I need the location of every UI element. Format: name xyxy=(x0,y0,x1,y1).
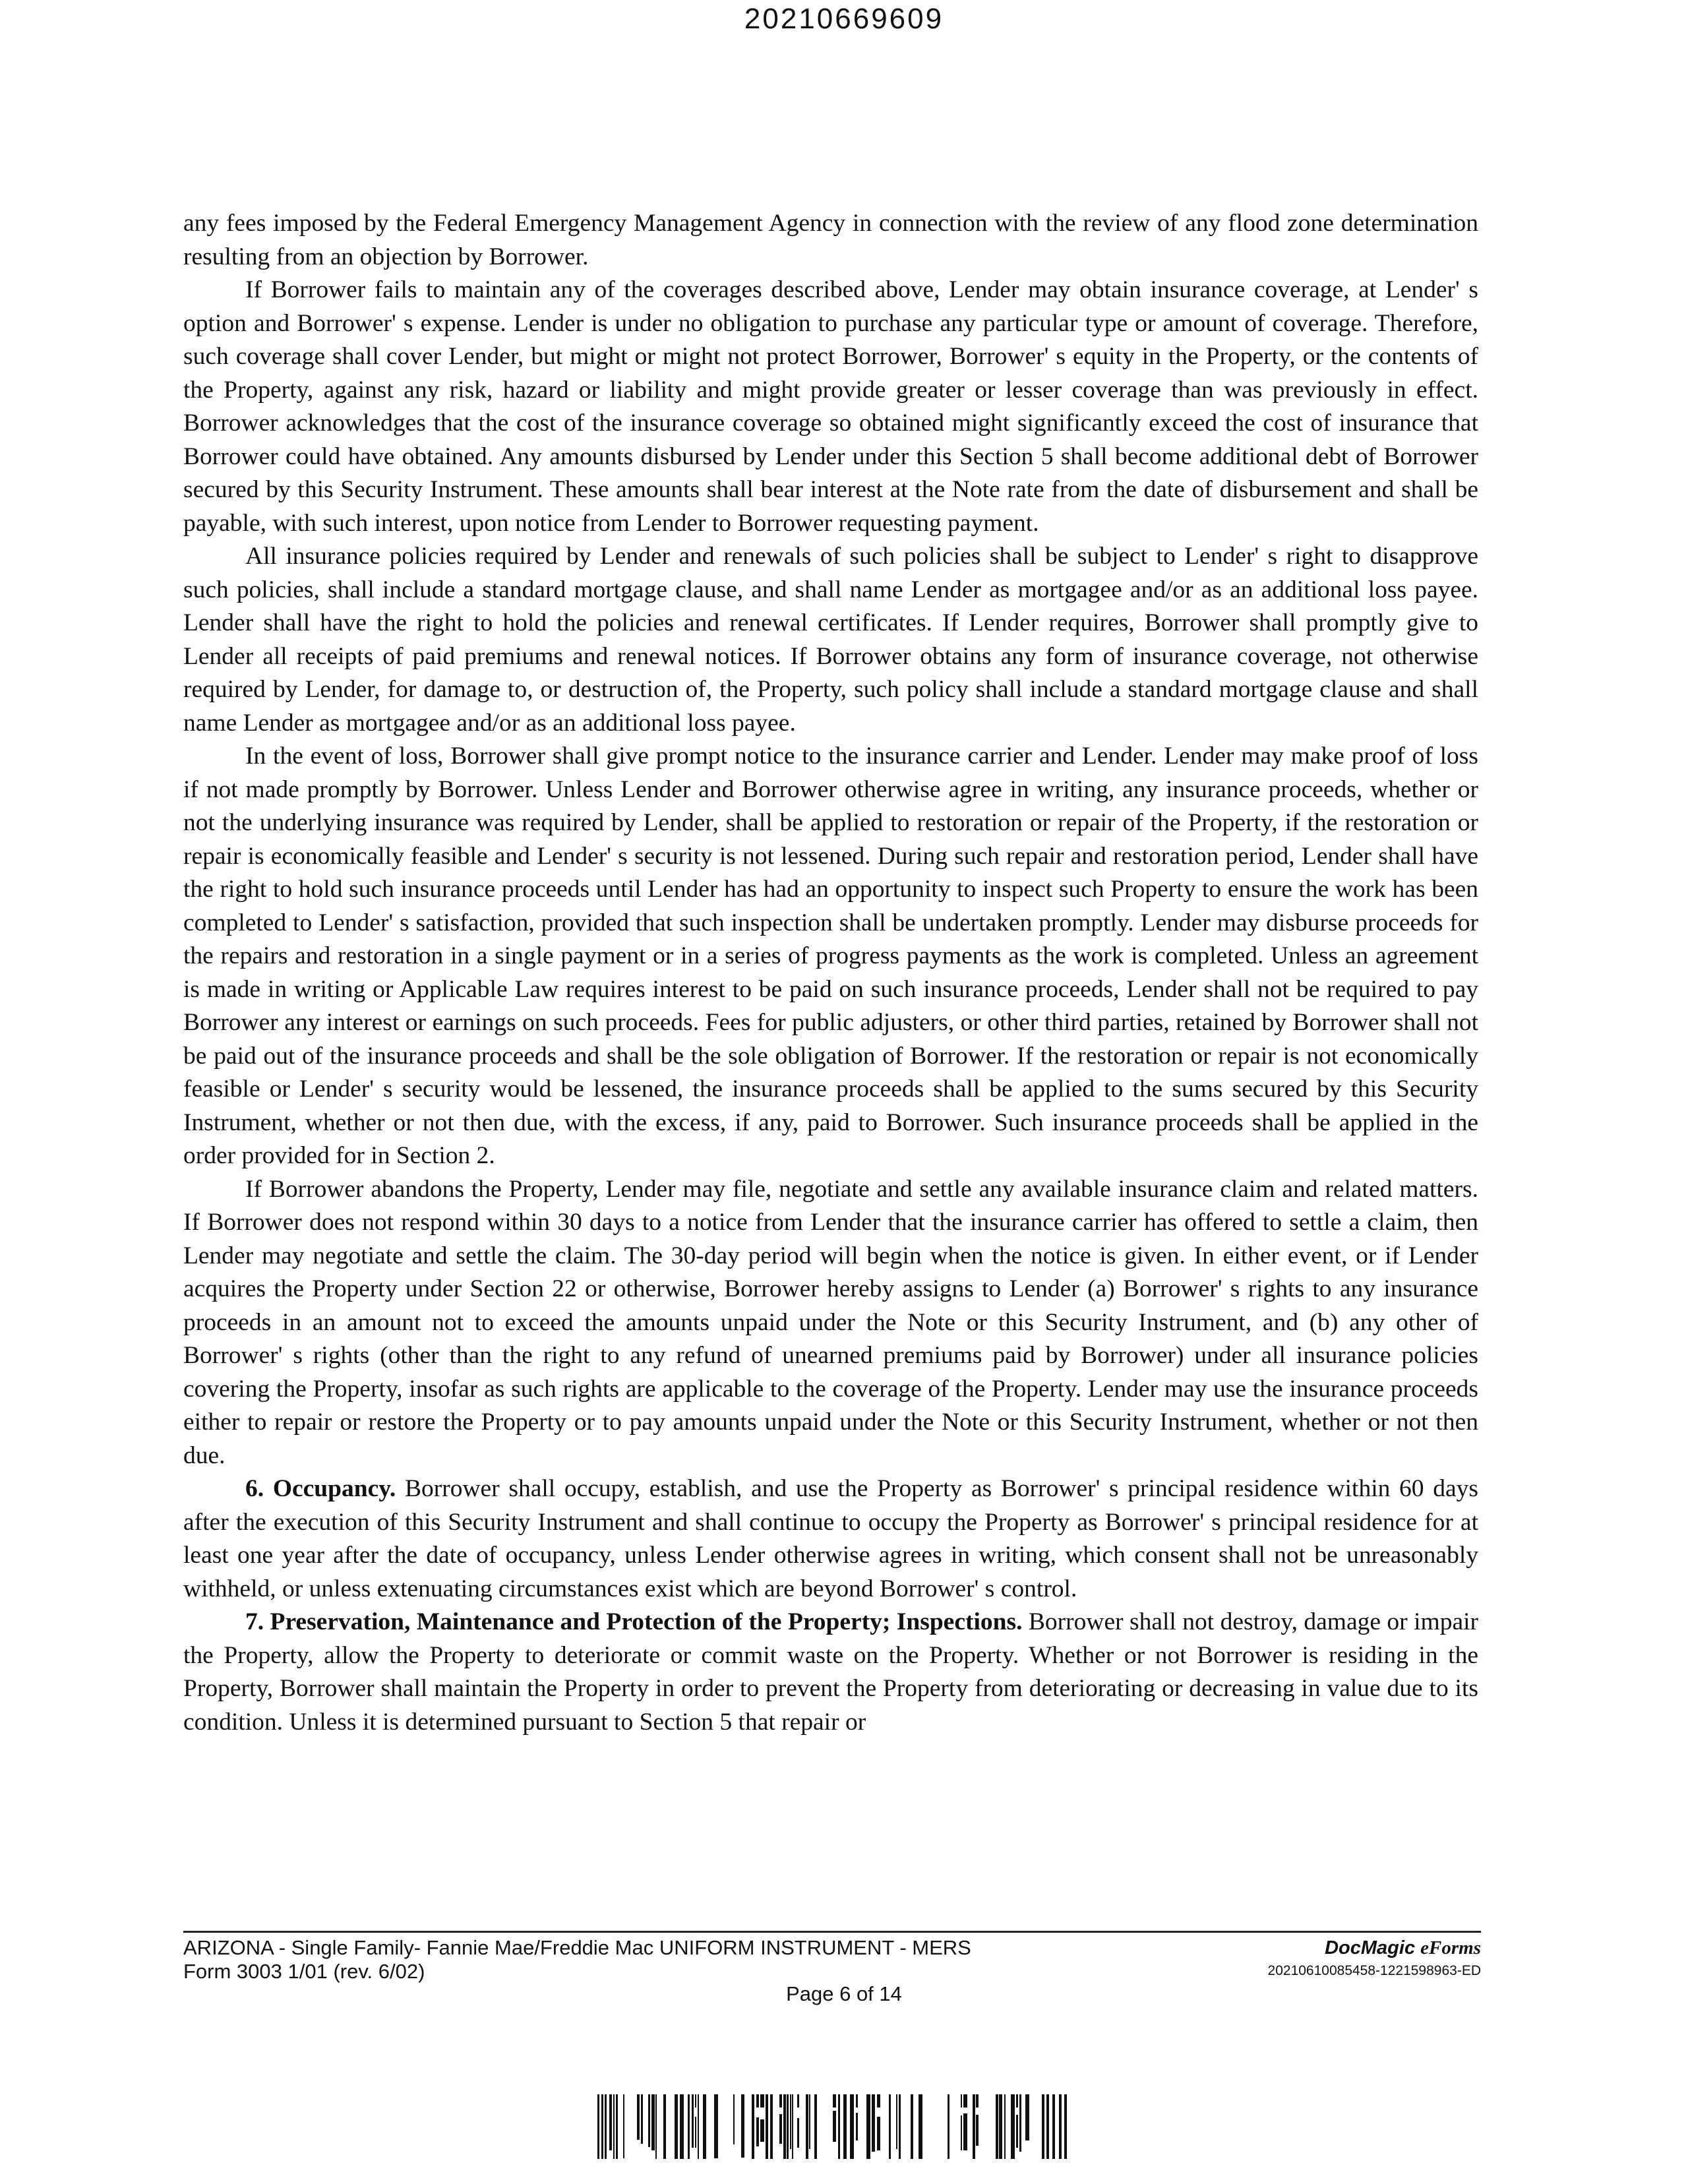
paragraph-event-of-loss: In the event of loss, Borrower shall give prompt notice to the insurance carrier and Lender. Lender may make proof of loss if not made promptly by Borrower. Unless Lender and Borrower otherwise agree in writing, any insurance proceeds, whether or not the underlying insurance was required by Lender, shall be applied to restoration or repair of the Property, if the restoration or repair is economically feasible and Lender' s security is not lessened. During such repair and restoration period, Lender shall have the right to hold such insurance proceeds until Lender has had an opportunity to inspect such Property to ensure the work has been completed to Lender' s satisfaction, provided that such inspection shall be undertaken promptly. Lender may disburse proceeds for the repairs and restoration in a single payment or in a series of progress payments as the work is completed. Unless an agreement is made in writing or Applicable Law requires interest to be paid on such insurance proceeds, Lender shall not be required to pay Borrower any interest or earnings on such proceeds. Fees for public adjusters, or other third parties, retained by Borrower shall not be paid out of the insurance proceeds and shall be the sole obligation of Borrower. If the restoration or repair is not economically feasible or Lender' s security would be lessened, the insurance proceeds shall be applied to the sums secured by this Security Instrument, whether or not then due, with the excess, if any, paid to Borrower. Such insurance proceeds shall be applied in the order provided for in Section 2. xyxy=(183,743,1478,1169)
section-6-text: Borrower shall occupy, establish, and use the Property as Borrower' s principal residence within 60 days after the execution of this Security Instrument and shall continue to occupy the Property as Borrower' s principal residence for at least one year after the date of occupancy, unless Lender otherwise agrees in writing, which consent shall not be unreasonably withheld, or unless extenuating circumstances exist which are beyond Borrower' s control. xyxy=(183,1475,1478,1602)
brand-suffix: eForms xyxy=(1420,1937,1481,1958)
section-7-heading: 7. Preservation, Maintenance and Protection of the Property; Inspections. xyxy=(245,1608,1023,1635)
section-7-preservation xyxy=(183,1606,1478,1739)
paragraph-insurance-policies: All insurance policies required by Lender and renewals of such policies shall be subject to Lender' s right to disapprove such policies, shall include a standard mortgage clause, and shall name Lender as mortgagee and/or as an additional loss payee. Lender shall have the right to hold the policies and renewal certificates. If Lender requires, Borrower shall promptly give to Lender all receipts of paid premiums and renewal notices. If Borrower obtains any form of insurance coverage, not otherwise required by Lender, for damage to, or destruction of, the Property, such policy shall include a standard mortgage clause and shall name Lender as mortgagee and/or as an additional loss payee. xyxy=(183,543,1478,737)
form-number: Form 3003 1/01 (rev. 6/02) xyxy=(183,1960,425,1983)
section-7-text: Borrower shall not destroy, damage or impair the Property, allow the Property to deteriorate or commit waste on the Property. Whether or not Borrower is residing in the Property, Borrower shall maintain the Property in order to prevent the Property from deteriorating or decreasing in value due to its condition. Unless it is determined pursuant to Section 5 that repair or xyxy=(183,1608,1478,1736)
recording-number: 20210669609 xyxy=(744,3,944,35)
document-id: 20210610085458-1221598963-ED xyxy=(1267,1963,1481,1978)
footer-divider xyxy=(183,1931,1481,1933)
page-number: Page 6 of 14 xyxy=(786,1982,902,2005)
footer-brand-block xyxy=(1268,1936,1481,1982)
docmagic-logo xyxy=(1268,1936,1481,1960)
section-6-occupancy xyxy=(183,1472,1478,1606)
barcode-image xyxy=(597,2094,1068,2159)
brand-name: DocMagic xyxy=(1325,1937,1416,1958)
footer-form-info xyxy=(183,1936,971,1984)
paragraph-flood-fees: any fees imposed by the Federal Emergency Management Agency in connection with the review of any flood zone determination resulting from an objection by Borrower. xyxy=(183,210,1478,270)
paragraph-lender-coverage: If Borrower fails to maintain any of the coverages described above, Lender may obtain insurance coverage, at Lender' s option and Borrower' s expense. Lender is under no obligation to purchase any particular type or amount of coverage. Therefore, such coverage shall cover Lender, but might or might not protect Borrower, Borrower' s equity in the Property, or the contents of the Property, against any risk, hazard or liability and might provide greater or lesser coverage than was previously in effect. Borrower acknowledges that the cost of the insurance coverage so obtained might significantly exceed the cost of insurance that Borrower could have obtained. Any amounts disbursed by Lender under this Section 5 shall become additional debt of Borrower secured by this Security Instrument. These amounts shall bear interest at the Note rate from the date of disbursement and shall be payable, with such interest, upon notice from Lender to Borrower requesting payment. xyxy=(183,276,1478,537)
paragraph-abandonment: If Borrower abandons the Property, Lender may file, negotiate and settle any available insurance claim and related matters. If Borrower does not respond within 30 days to a notice from Lender that the insurance carrier has offered to settle a claim, then Lender may negotiate and settle the claim. The 30-day period will begin when the notice is given. In either event, or if Lender acquires the Property under Section 22 or otherwise, Borrower hereby assigns to Lender (a) Borrower' s rights to any insurance proceeds in an amount not to exceed the amounts unpaid under the Note or this Security Instrument, and (b) any other of Borrower' s rights (other than the right to any refund of unearned premiums paid by Borrower) under all insurance policies covering the Property, insofar as such rights are applicable to the coverage of the Property. Lender may use the insurance proceeds either to repair or restore the Property or to pay amounts unpaid under the Note or this Security Instrument, whether or not then due. xyxy=(183,1175,1478,1469)
document-body xyxy=(183,207,1478,1739)
form-title: ARIZONA - Single Family- Fannie Mae/Freddie Mac UNIFORM INSTRUMENT - MERS xyxy=(183,1936,971,1959)
section-6-heading: 6. Occupancy. xyxy=(245,1475,396,1502)
